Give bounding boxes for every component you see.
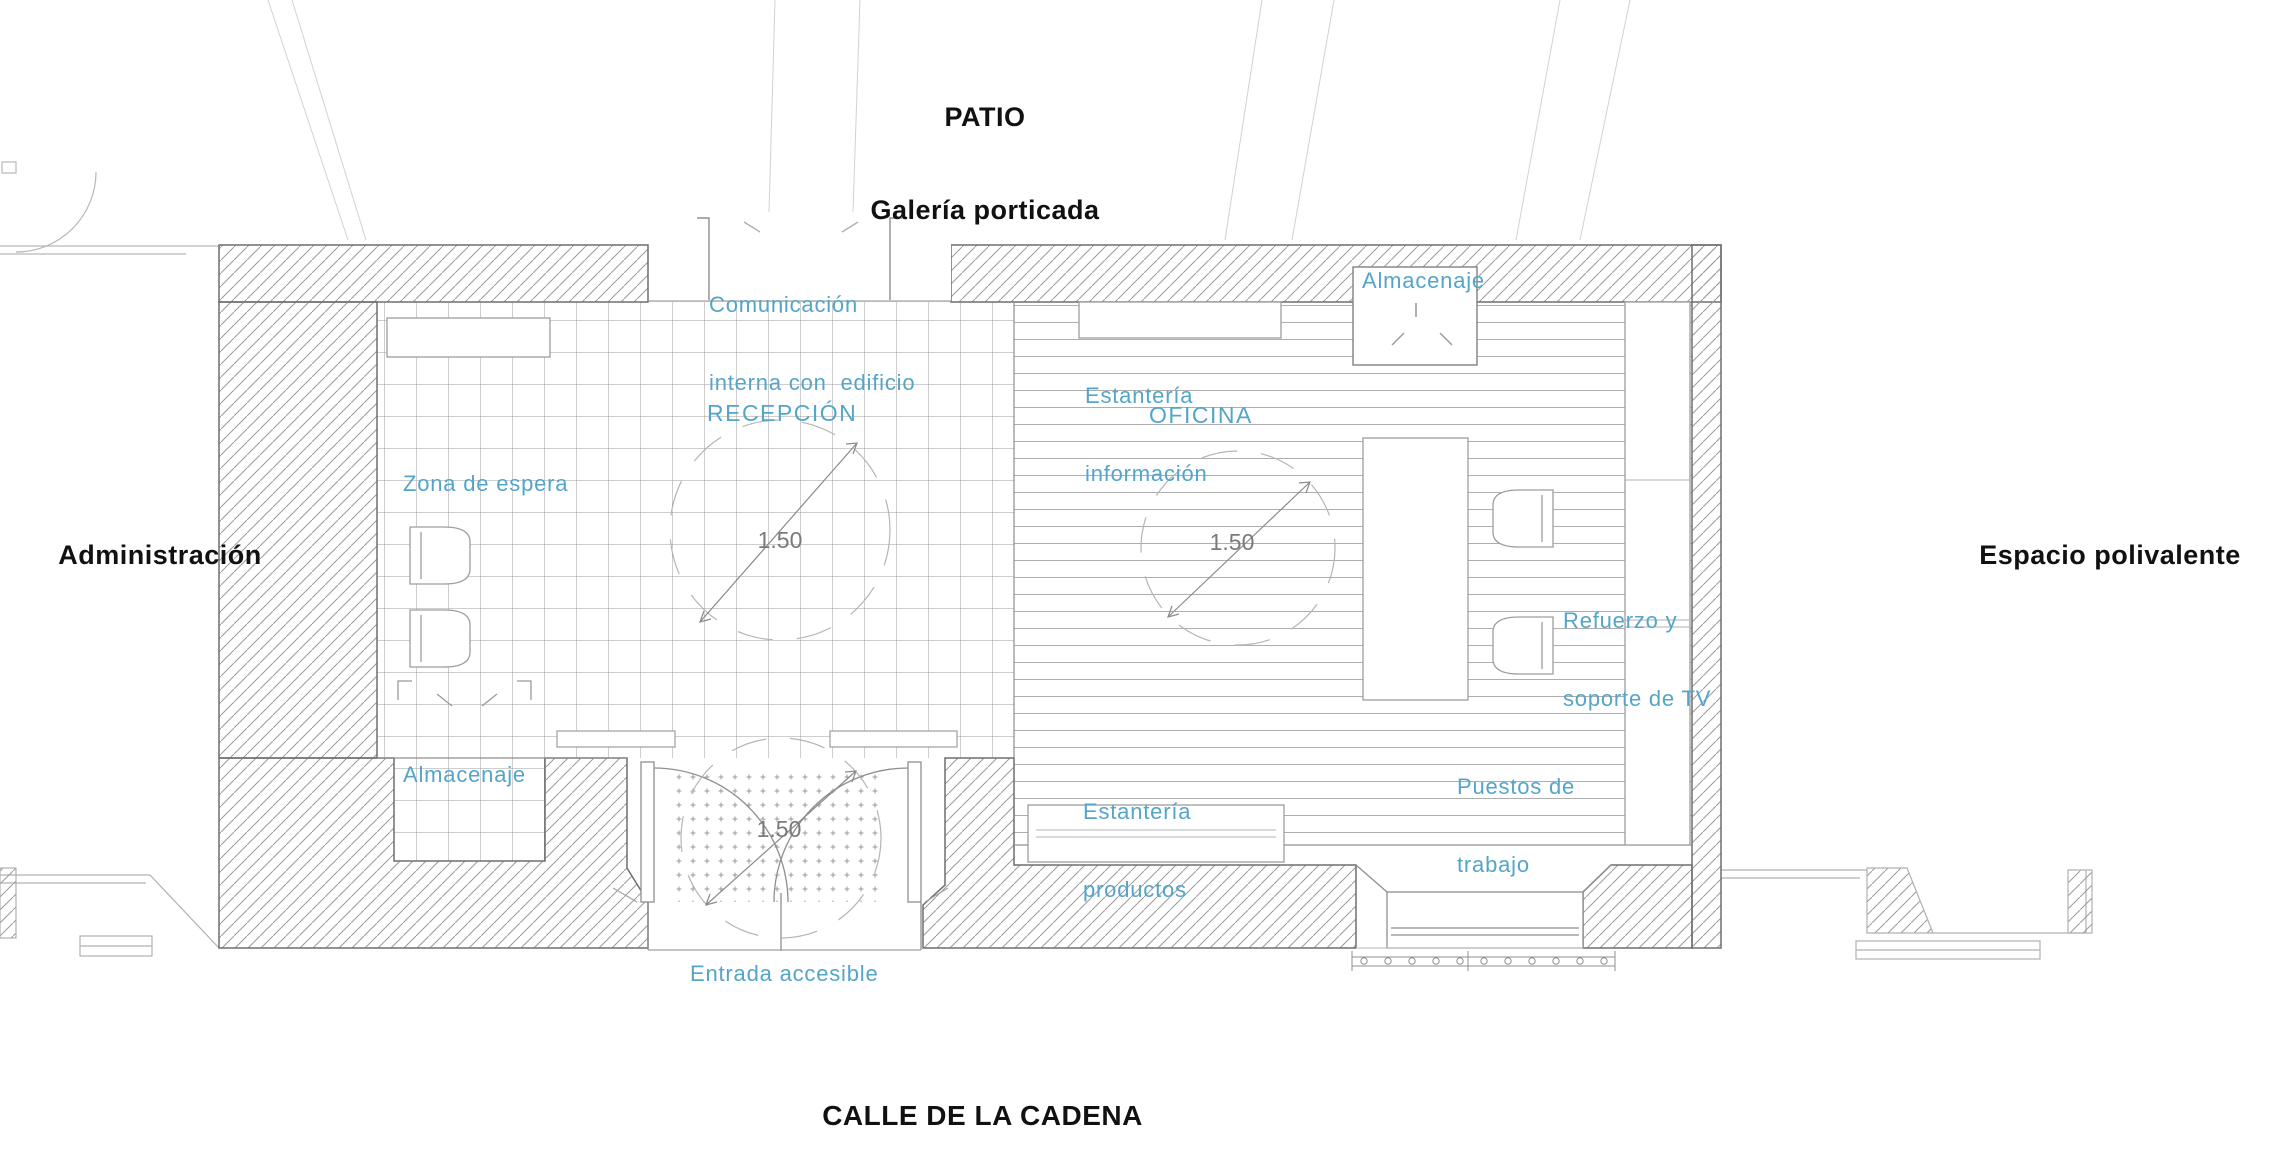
puestos-trabajo-label [1457, 722, 1575, 904]
puestos-trabajo-line1: Puestos de [1457, 774, 1576, 799]
almacenaje-bottom-label: Almacenaje [403, 762, 526, 787]
refuerzo-tv-line2: soporte de TV [1563, 686, 1712, 711]
administracion-label: Administración [58, 540, 262, 570]
office-desk [1363, 438, 1468, 700]
estanteria-productos-line1: Estantería [1083, 799, 1192, 824]
street-right [1721, 868, 2092, 959]
dim-recepcion-radius: 1.50 [757, 527, 803, 553]
estanteria-productos-line2: productos [1083, 877, 1187, 902]
window-rail [1352, 951, 1615, 971]
dim-oficina-radius: 1.50 [1209, 529, 1255, 555]
refuerzo-tv-label [1563, 556, 1711, 738]
patio-label [785, 40, 1185, 257]
entrada-accesible-label: Entrada accesible [690, 961, 879, 986]
reception-bench [387, 318, 550, 357]
calle-label: CALLE DE LA CADENA [822, 1100, 1143, 1131]
zona-espera-label: Zona de espera [403, 471, 569, 496]
oficina-room-label: OFICINA [1149, 402, 1253, 428]
estanteria-informacion-line2: información [1085, 461, 1208, 486]
patio-label-line1: PATIO [944, 102, 1026, 132]
puestos-trabajo-line2: trabajo [1457, 852, 1530, 877]
comunicacion-label-line2: interna con edificio [709, 370, 916, 395]
comunicacion-label-line1: Comunicación [709, 292, 859, 317]
almacenaje-top-label: Almacenaje [1362, 268, 1485, 293]
recepcion-room-label: RECEPCIÓN [707, 400, 858, 426]
street-left [0, 868, 219, 956]
dim-entrada-radius: 1.50 [756, 816, 802, 842]
estanteria-informacion-line1: Estantería [1085, 383, 1194, 408]
espacio-polivalente-label: Espacio polivalente [1979, 540, 2241, 570]
comunicacion-label [709, 240, 915, 422]
refuerzo-tv-line1: Refuerzo y [1563, 608, 1678, 633]
administracion-context [0, 162, 219, 254]
patio-label-line2: Galería porticada [870, 195, 1100, 225]
estanteria-productos-label [1083, 747, 1191, 929]
